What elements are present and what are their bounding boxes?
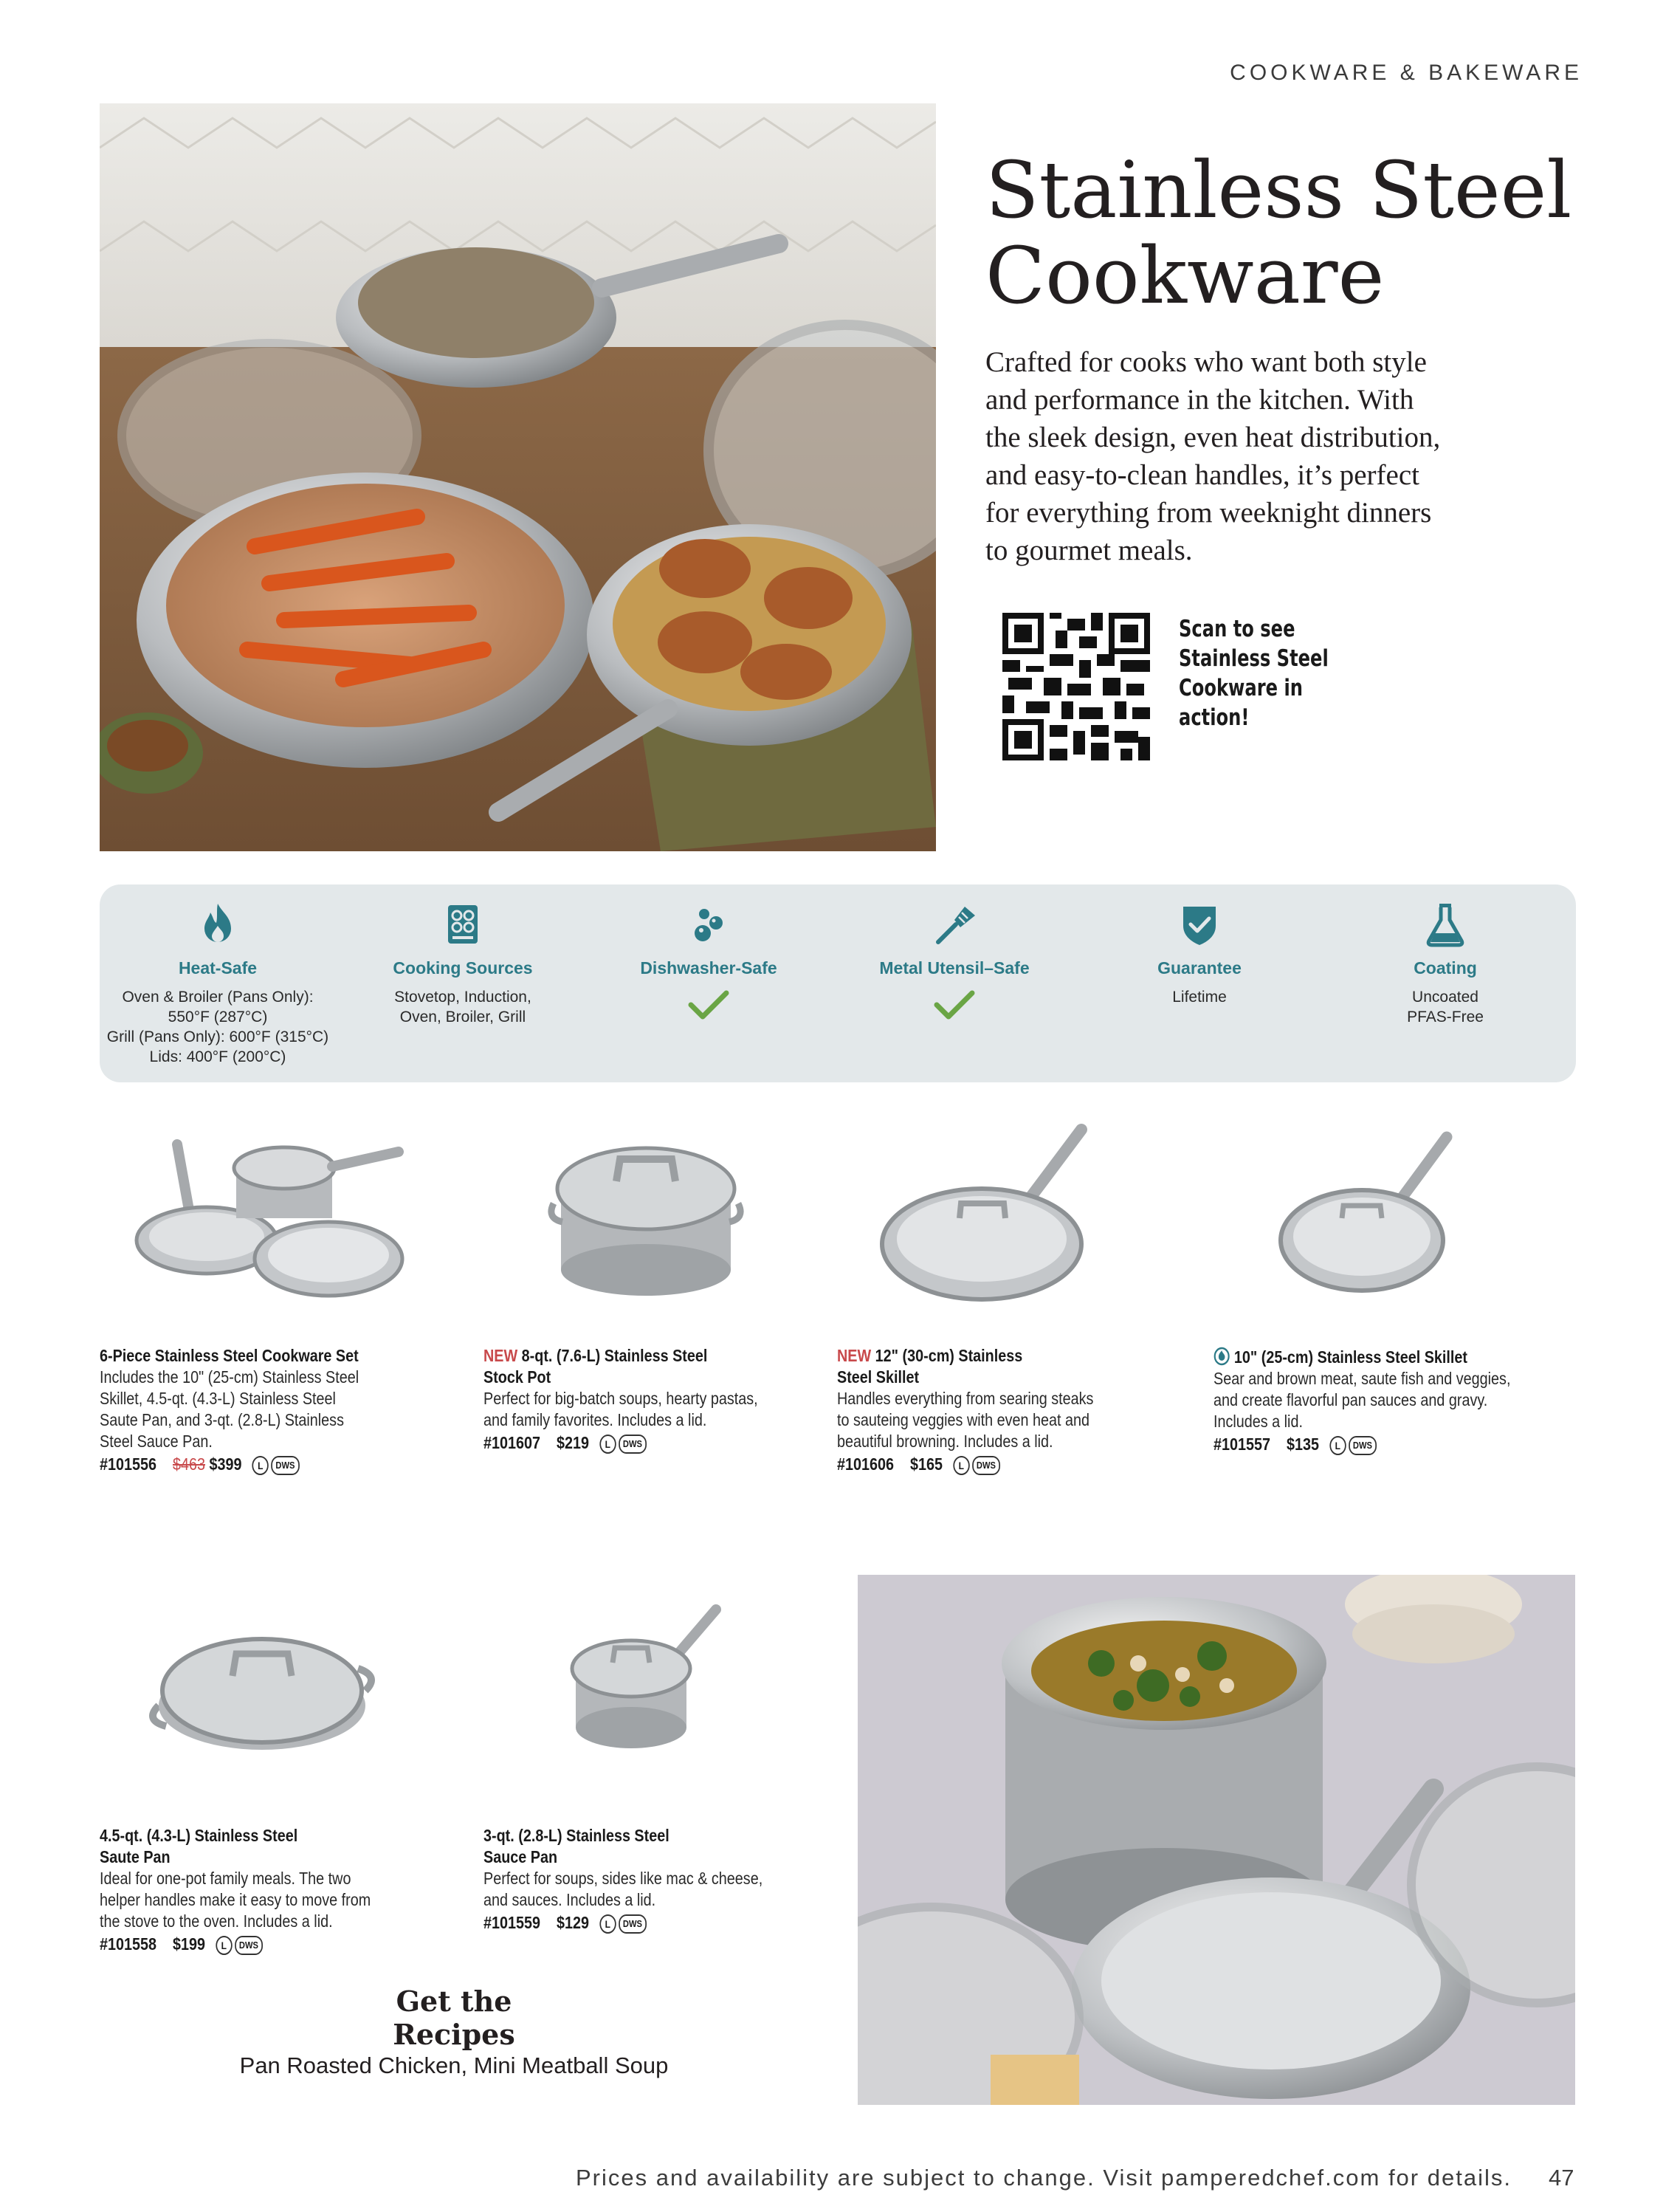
product-sku: #101606	[837, 1454, 895, 1474]
lifetime-badge-icon: L	[953, 1456, 969, 1475]
product-twelve-inch-skillet	[837, 1345, 1154, 1475]
lifetime-badge-icon: L	[1329, 1436, 1346, 1455]
dws-badge-icon: DWS	[1349, 1436, 1377, 1455]
feature-heat-safe	[100, 901, 336, 1067]
product-name-line: Saute Pan	[100, 1847, 171, 1866]
feature-line: Oven, Broiler, Grill	[399, 1009, 526, 1026]
dws-badge-icon: DWS	[235, 1936, 263, 1955]
lifetime-badge-icon: L	[599, 1435, 616, 1454]
feature-dishwasher-safe	[591, 901, 827, 1023]
product-price: $129	[556, 1913, 590, 1932]
feature-text	[1327, 987, 1563, 1027]
product-stock-pot	[483, 1345, 801, 1454]
award-icon	[1213, 1347, 1230, 1366]
feature-title: Dishwasher-Safe	[640, 958, 777, 978]
feature-title: Heat-Safe	[178, 958, 258, 978]
dws-badge-icon: DWS	[619, 1914, 647, 1934]
product-sku: #101556	[100, 1454, 157, 1474]
product-sku: #101559	[483, 1913, 541, 1932]
product-price-line	[837, 1454, 1154, 1475]
product-ten-inch-skillet	[1213, 1347, 1569, 1455]
product-name	[1213, 1347, 1569, 1368]
product-saute-pan	[100, 1825, 417, 1955]
product-desc-line: Perfect for big-batch soups, hearty pastas,	[483, 1389, 758, 1408]
bubbles-icon	[685, 901, 732, 948]
intro-line: and performance in the kitchen. With	[985, 384, 1414, 416]
section-label: COOKWARE & BAKEWARE	[1230, 61, 1583, 85]
product-price-line	[100, 1454, 417, 1475]
product-price: $135	[1286, 1435, 1320, 1454]
product-name	[837, 1345, 1154, 1367]
sauce-pan-image	[568, 1602, 731, 1757]
feature-text	[345, 987, 581, 1027]
product-sauce-pan	[483, 1825, 801, 1934]
product-desc-line: Steel Sauce Pan.	[100, 1432, 213, 1451]
product-price-line	[100, 1934, 417, 1955]
qr-code[interactable]	[1002, 613, 1150, 760]
spatula-icon	[931, 901, 978, 948]
product-name-line: Steel Skillet	[837, 1367, 920, 1387]
saute-pan-image	[144, 1609, 380, 1757]
title-line: Cookware	[985, 230, 1385, 321]
product-desc-line: the stove to the oven. Includes a lid.	[100, 1911, 333, 1931]
checkmark-icon	[686, 989, 731, 1023]
recipes-title: Get the Recipes	[393, 1985, 515, 2051]
feature-line: 550°F (287°C)	[168, 1009, 268, 1026]
product-name-line: 4.5-qt. (4.3-L) Stainless Steel	[100, 1826, 298, 1845]
features-panel	[100, 884, 1576, 1082]
soup-photo	[858, 1575, 1575, 2105]
shield-check-icon	[1176, 901, 1223, 948]
feature-title: Coating	[1414, 958, 1477, 978]
feature-title: Guarantee	[1157, 958, 1242, 978]
product-name-line: Stock Pot	[483, 1367, 551, 1387]
feature-line: Uncoated	[1412, 989, 1478, 1006]
qr-code-icon	[1002, 613, 1150, 760]
twelve-inch-skillet-image	[878, 1115, 1100, 1307]
hero-photo	[100, 103, 936, 851]
feature-text	[100, 987, 336, 1067]
product-sku: #101557	[1213, 1435, 1271, 1454]
stock-pot-image	[546, 1130, 746, 1299]
product-old-price: $463	[172, 1454, 206, 1474]
product-name-line: 3-qt. (2.8-L) Stainless Steel	[483, 1826, 669, 1845]
product-price: $399	[209, 1454, 242, 1474]
page-number: 47	[1549, 2165, 1574, 2191]
product-desc-line: Includes a lid.	[1213, 1412, 1303, 1431]
feature-line: Grill (Pans Only): 600°F (315°C)	[106, 1028, 329, 1045]
checkmark-icon	[932, 989, 977, 1023]
flame-icon	[194, 901, 241, 948]
product-sku: #101558	[100, 1934, 157, 1954]
lifetime-badge-icon: L	[216, 1936, 232, 1955]
feature-metal-utensil-safe	[836, 901, 1073, 1023]
intro-paragraph	[985, 343, 1546, 569]
product-desc-line: Saute Pan, and 3-qt. (2.8-L) Stainless	[100, 1410, 344, 1429]
product-desc-line: Perfect for soups, sides like mac & cheese,	[483, 1869, 763, 1888]
stovetop-icon	[439, 901, 486, 948]
title-line: Stainless Steel	[985, 145, 1572, 236]
product-desc-line: Skillet, 4.5-qt. (4.3-L) Stainless Steel	[100, 1389, 336, 1408]
lifetime-badge-icon: L	[599, 1914, 616, 1934]
feature-text	[1081, 987, 1318, 1007]
new-badge: NEW	[483, 1346, 518, 1365]
intro-line: and easy-to-clean handles, it’s perfect	[985, 459, 1419, 491]
product-desc-line: Ideal for one-pot family meals. The two	[100, 1869, 351, 1888]
intro-line: the sleek design, even heat distribution,	[985, 422, 1441, 453]
feature-line: Stovetop, Induction,	[394, 989, 531, 1006]
qr-caption-line: Scan to see	[1179, 616, 1295, 642]
feature-line: Oven & Broiler (Pans Only):	[122, 989, 314, 1006]
product-name-line: Sauce Pan	[483, 1847, 558, 1866]
product-name-line: 10" (25-cm) Stainless Steel Skillet	[1233, 1347, 1467, 1367]
feature-cooking-sources	[345, 901, 581, 1027]
dws-badge-icon: DWS	[271, 1456, 299, 1475]
qr-caption	[1179, 614, 1363, 732]
product-name-line: 8-qt. (7.6-L) Stainless Steel	[521, 1346, 708, 1365]
product-desc-line: Handles everything from searing steaks	[837, 1389, 1094, 1408]
product-price-line	[1213, 1434, 1569, 1455]
cookware-set-image	[133, 1130, 406, 1299]
dws-badge-icon: DWS	[619, 1435, 647, 1454]
product-price: $219	[556, 1433, 590, 1452]
feature-title: Metal Utensil–Safe	[879, 958, 1030, 978]
product-desc-line: helper handles make it easy to move from	[100, 1890, 371, 1909]
feature-title: Cooking Sources	[393, 958, 533, 978]
product-desc-line: and sauces. Includes a lid.	[483, 1890, 656, 1909]
footer-disclaimer: Prices and availability are subject to change. Visit pamperedchef.com for details.	[576, 2165, 1512, 2191]
product-sku: #101607	[483, 1433, 541, 1452]
intro-line: for everything from weeknight dinners	[985, 497, 1432, 529]
product-price-line	[483, 1432, 801, 1454]
product-desc-line: Sear and brown meat, saute fish and veggies,	[1213, 1369, 1511, 1388]
qr-caption-line: Stainless Steel	[1179, 645, 1329, 672]
intro-line: Crafted for cooks who want both style	[985, 346, 1427, 378]
product-cookware-set	[100, 1345, 417, 1475]
dws-badge-icon: DWS	[972, 1456, 1000, 1475]
product-price: $165	[909, 1454, 943, 1474]
new-badge: NEW	[837, 1346, 872, 1365]
intro-line: to gourmet meals.	[985, 535, 1193, 566]
soup-pot-scene-illustration	[858, 1575, 1575, 2105]
product-desc-line: to sauteing veggies with even heat and	[837, 1410, 1089, 1429]
product-desc-line: and create flavorful pan sauces and gravy.	[1213, 1390, 1488, 1409]
product-price-line	[483, 1912, 801, 1934]
product-name	[483, 1345, 801, 1367]
product-desc-line: Includes the 10" (25-cm) Stainless Steel	[100, 1367, 359, 1387]
feature-line: Lifetime	[1172, 989, 1227, 1006]
feature-guarantee	[1081, 901, 1318, 1007]
product-desc-line: beautiful browning. Includes a lid.	[837, 1432, 1053, 1451]
feature-line: PFAS-Free	[1407, 1009, 1484, 1026]
lifetime-badge-icon: L	[252, 1456, 269, 1475]
feature-line: Lids: 400°F (200°C)	[149, 1048, 286, 1065]
product-name-line: 12" (30-cm) Stainless	[875, 1346, 1023, 1365]
flask-icon	[1422, 901, 1469, 948]
product-price: $199	[172, 1934, 206, 1954]
page-title	[985, 145, 1591, 321]
feature-coating	[1327, 901, 1563, 1027]
recipes-list[interactable]: Pan Roasted Chicken, Mini Meatball Soup	[239, 2052, 669, 2078]
qr-caption-line: Cookware in action!	[1179, 675, 1303, 731]
product-desc-line: and family favorites. Includes a lid.	[483, 1410, 707, 1429]
product-name: 6-Piece Stainless Steel Cookware Set	[100, 1346, 359, 1365]
cookware-scene-illustration	[100, 103, 936, 851]
ten-inch-skillet-image	[1277, 1126, 1469, 1296]
